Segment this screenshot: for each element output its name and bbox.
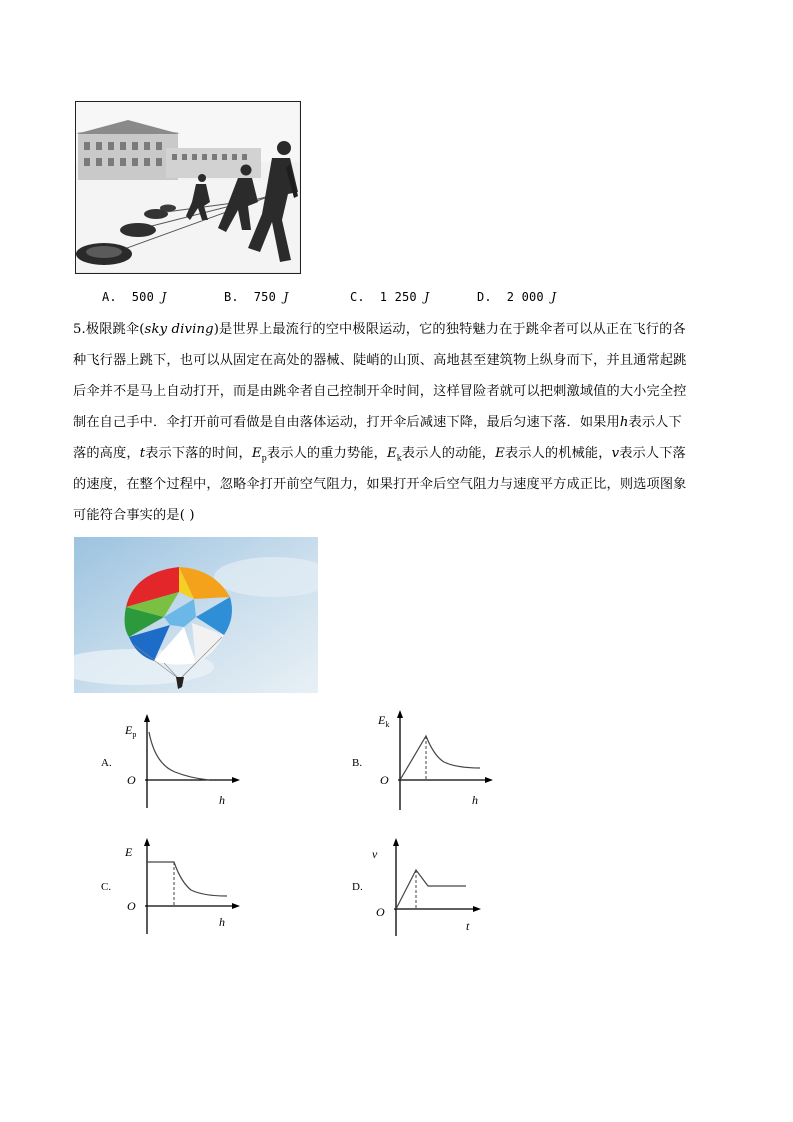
graph-d-ylabel: v xyxy=(372,847,378,861)
q5-line-7: 可能符合事实的是( ) xyxy=(73,508,195,523)
graph-b-xlabel: h xyxy=(472,793,478,807)
q5-line-6: 的速度，在整个过程中，忽略伞打开前空气阻力，如果打开伞后空气阻力与速度平方成正比，则选项图象 xyxy=(73,477,687,492)
option-a-label: A. xyxy=(101,757,112,769)
graph-d-origin: O xyxy=(376,905,385,919)
choice-c: C. 1 250 J xyxy=(350,290,430,304)
parachute-photo xyxy=(74,537,318,693)
choice-b: B. 750 J xyxy=(224,290,289,304)
graph-c-origin: O xyxy=(127,899,136,913)
q5-line-1: 5.极限跳伞(sky diving)是世界上最流行的空中极限运动，它的独特魅力在于跳伞者可以从正在飞行的各 xyxy=(73,322,686,337)
choice-d: D. 2 000 J xyxy=(477,290,557,304)
graph-a-ylabel: $E_p$ xyxy=(125,723,137,739)
q5-line-3: 后伞并不是马上自动打开，而是由跳伞者自己控制开伞时间，这样冒险者就可以把刺激域值的大小完全控 xyxy=(73,384,687,399)
graph-a xyxy=(115,712,245,812)
option-b-label: B. xyxy=(352,757,363,769)
graph-c xyxy=(115,836,245,936)
q5-line-2: 种飞行器上跳下，也可以从固定在高处的器械、陡峭的山顶、高地甚至建筑物上纵身而下，并且通常起跳 xyxy=(73,353,687,368)
option-c-label: C. xyxy=(101,881,112,893)
graph-d-xlabel: t xyxy=(466,919,470,933)
question-5-text xyxy=(73,314,723,531)
choice-a: A. 500 J xyxy=(102,290,167,304)
graph-b xyxy=(368,708,498,812)
graph-b-origin: O xyxy=(380,773,389,787)
soldiers-pulling-tires-photo xyxy=(75,101,301,274)
q5-line-5: 落的高度，t表示下落的时间，$E_p$表示人的重力势能，$E_k$表示人的动能，E表示人的机械能，v表示人下落 xyxy=(73,446,686,463)
graph-c-ylabel: E xyxy=(125,845,133,859)
option-d-label: D. xyxy=(352,881,363,893)
graph-a-xlabel: h xyxy=(219,793,225,807)
graph-c-xlabel: h xyxy=(219,915,225,929)
graph-d xyxy=(368,836,498,938)
graph-b-ylabel: $E_k$ xyxy=(378,713,390,729)
q5-line-4: 制在自己手中．伞打开前可看做是自由落体运动，打开伞后减速下降，最后匀速下落．如果用h表示人下 xyxy=(73,415,682,430)
graph-a-origin: O xyxy=(127,773,136,787)
